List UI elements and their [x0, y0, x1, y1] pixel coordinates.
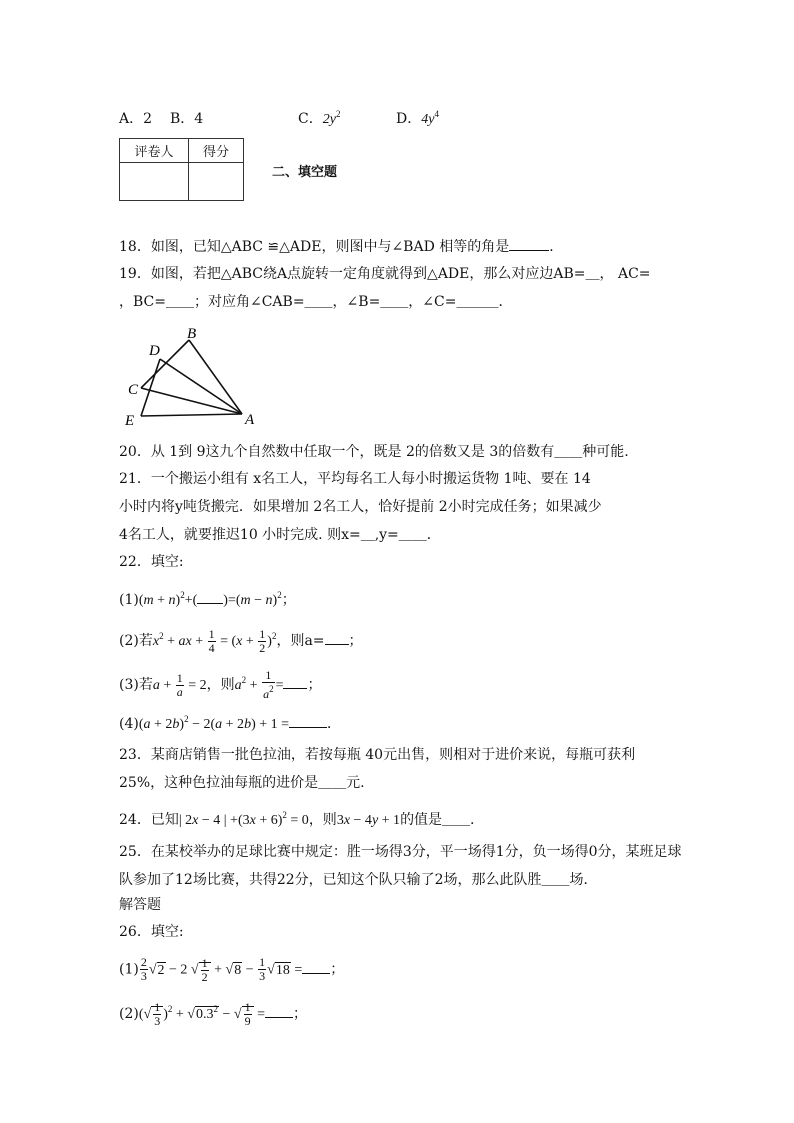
- label-D: D: [149, 343, 160, 359]
- section-title-solutions: 解答题: [119, 897, 161, 913]
- triangle-figure: [118, 322, 268, 427]
- choice-b: B．4: [170, 111, 204, 127]
- question-24: 24．已知| 2x − 4 | $+(3x + 6)^2 = 0$，则3x − 4y + 1的值是＿＿.: [119, 810, 475, 828]
- question-20: 20．从 1到 9这九个自然数中任取一个，既是 2的倍数又是 3的倍数有＿＿种可能.: [119, 444, 629, 460]
- score-table: [119, 138, 244, 201]
- question-21-line-2: 小时内将y吨货搬完．如果增加 2名工人，恰好提前 2小时完成任务；如果减少: [119, 499, 602, 515]
- choice-d: D．$4y^4$: [396, 109, 439, 127]
- question-22-part-4: $(4)(a + 2b)^2 - 2(a + 2b) + 1$ = ．: [119, 714, 342, 732]
- segment-DE: [141, 359, 160, 416]
- segment-DA: [160, 359, 242, 414]
- question-21-line-3: 4名工人，就要推迟10 小时完成. 则x=＿,y=＿＿．: [119, 527, 441, 543]
- choice-a: A．2: [119, 111, 153, 127]
- question-22-part-1: $(1)(m + n)^2+$( )$=(m - n)^2$；: [119, 590, 296, 608]
- question-18: 18．如图，已知△ABC ≌△ADE，则图中与∠BAD 相等的角是 ．: [119, 239, 564, 255]
- score-table-header-score: 得分: [189, 139, 244, 163]
- section-title-fill-blank: 二、填空题: [272, 165, 338, 180]
- label-B: B: [187, 326, 197, 342]
- label-A: A: [245, 412, 255, 427]
- question-22-part-3: (3)若a + $\frac{1}{a}$ = 2，则$a^2$ + $\frac{1}{a^2}$ = ；: [119, 668, 322, 701]
- score-table-cell-score: [189, 163, 244, 201]
- score-table-header-grader: 评卷人: [120, 139, 189, 163]
- question-19-line-1: 19．如图，若把△ABC绕A点旋转一定角度就得到△ADE，那么对应边AB=＿， AC=: [119, 266, 651, 282]
- question-19-line-2: ，BC=＿＿；对应角∠CAB=＿＿，∠B=＿＿，∠C=＿＿＿．: [119, 294, 513, 310]
- label-C: C: [128, 382, 139, 398]
- question-25-line-2: 队参加了12场比赛，共得22分，已知这个队只输了2场，那么此队胜＿＿场．: [119, 872, 598, 888]
- choice-c: C．$2y^2$: [298, 109, 341, 127]
- question-26-part-2: (2)(√ $\frac{1}{3}$ )$^2 + √0.3^2$ − √ $\frac{1}{9}$ = ；: [119, 1000, 307, 1029]
- question-22-title: 22．填空:: [119, 554, 184, 570]
- question-21-line-1: 21．一个搬运小组有 x名工人，平均每名工人每小时搬运货物 1吨、要在 14: [119, 471, 591, 487]
- question-25-line-1: 25．在某校举办的足球比赛中规定：胜一场得3分，平一场得1分，负一场得0分，某班足球: [119, 844, 682, 860]
- question-22-part-2: (2)若$x^2$ + ax + $\frac{1}{4}$ = (x + $\frac{1}{2}$ )$^2$，则a= ；: [119, 626, 363, 655]
- segment-EA: [141, 414, 242, 416]
- question-26-title: 26．填空:: [119, 924, 184, 940]
- question-26-part-1: (1) $\frac{2}{3}$ √2 − 2 √ $\frac{1}{2}$ + √8 − $\frac{1}{3}$ √18 = ；: [119, 955, 345, 984]
- score-table-cell-grader: [120, 163, 189, 201]
- question-23-line-1: 23．某商店销售一批色拉油，若按每瓶 40元出售，则相对于进价来说，每瓶可获利: [119, 747, 636, 763]
- label-E: E: [125, 413, 135, 427]
- question-23-line-2: 25%，这种色拉油每瓶的进价是＿＿元.: [119, 775, 365, 791]
